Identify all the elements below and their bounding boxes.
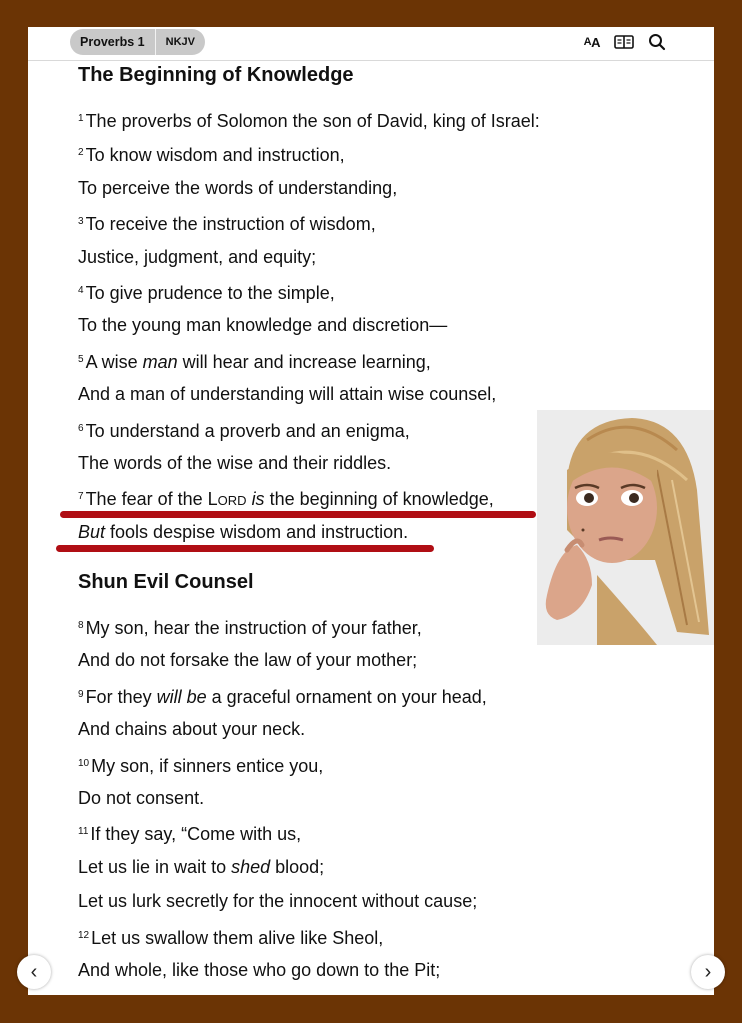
verse-number: 6 [78, 422, 84, 434]
verse-text: The fear of the [85, 489, 208, 510]
scripture-line[interactable] [78, 919, 678, 953]
scripture-line[interactable] [78, 815, 678, 849]
verse-text: Let us lie in wait to [78, 856, 232, 877]
verse-text: Do not consent. [78, 788, 205, 809]
version-button[interactable]: NKJV [155, 29, 205, 55]
verse-number: 3 [78, 216, 84, 228]
verse-text: For they [85, 686, 157, 707]
text-size-icon[interactable] [584, 32, 600, 52]
verse-text: And chains about your neck. [78, 719, 306, 740]
verse-number: 7 [78, 491, 84, 503]
verse-text: the beginning of knowledge, [264, 489, 494, 510]
verse-text: To perceive the words of understanding, [78, 177, 398, 198]
verse-number: 1 [78, 113, 84, 124]
book-icon[interactable] [614, 32, 634, 52]
scripture-line[interactable] [78, 884, 678, 918]
reader-toolbar [28, 27, 714, 61]
verse-text: will be [156, 686, 207, 707]
toolbar-actions [584, 32, 666, 52]
verse-text: A wise [85, 351, 143, 372]
verse-text: Lord [207, 489, 247, 510]
verse-number: 9 [78, 688, 84, 700]
search-icon[interactable] [648, 32, 666, 52]
scripture-line[interactable] [78, 205, 678, 239]
verse-text: a graceful ornament on your head, [206, 686, 487, 707]
verse-text: is [251, 489, 265, 510]
verse-number: 12 [78, 929, 90, 941]
text-size-small-label: A [583, 36, 592, 48]
highlight-underline [60, 511, 536, 518]
verse-number: 2 [78, 147, 84, 159]
passage-selector[interactable] [70, 29, 205, 55]
scripture-line[interactable] [78, 953, 678, 987]
text-size-big-label: A [591, 34, 600, 50]
verse-text: To receive the instruction of wisdom, [85, 214, 376, 235]
verse-text: The proverbs of Solomon the son of David, king of Israel: [85, 111, 540, 131]
memoji-avatar-image [537, 410, 714, 645]
verse-text: shed [231, 856, 271, 877]
verse-text: To the young man knowledge and discretion— [78, 315, 448, 336]
scripture-line[interactable] [78, 343, 678, 377]
verse-text: man [142, 351, 178, 372]
chevron-left-icon[interactable]: ‹ [17, 955, 51, 989]
verse-text: And a man of understanding will attain wise counsel, [78, 384, 497, 405]
section-heading: The Beginning of Knowledge [78, 64, 354, 86]
verse-text: To understand a proverb and an enigma, [85, 420, 410, 441]
scripture-line[interactable] [78, 643, 678, 677]
verse-text: Let us swallow them alive like Sheol, [91, 927, 384, 948]
scripture-line[interactable] [78, 850, 678, 884]
scripture-line[interactable] [78, 136, 678, 170]
verse-number: 10 [78, 757, 90, 769]
highlight-underline [56, 545, 434, 552]
scripture-line[interactable] [78, 308, 678, 342]
verse-text: The words of the wise and their riddles. [78, 452, 392, 473]
verse-text: If they say, “Come with us, [90, 824, 302, 845]
verse-number: 11 [78, 826, 89, 838]
book-chapter-button[interactable]: Proverbs 1 [80, 35, 145, 49]
scripture-line[interactable] [78, 274, 678, 308]
scripture-line[interactable] [78, 747, 678, 781]
verse-text: will hear and increase learning, [177, 351, 431, 372]
scripture-line[interactable] [78, 781, 678, 815]
verse-number: 4 [78, 284, 84, 296]
verse-text: To know wisdom and instruction, [85, 145, 345, 166]
verse-text: fools despise wisdom and instruction. [105, 521, 409, 542]
scripture-line[interactable] [78, 712, 678, 746]
scripture-line[interactable] [78, 102, 678, 136]
verse-text: And do not forsake the law of your mother; [78, 650, 418, 671]
verse-text: And whole, like those who go down to the Pit; [78, 959, 441, 980]
verse-text: Justice, judgment, and equity; [78, 246, 317, 267]
verse-text: My son, hear the instruction of your father, [85, 618, 422, 639]
scripture-line[interactable] [78, 240, 678, 274]
chevron-right-icon[interactable]: › [691, 955, 725, 989]
verse-text: To give prudence to the simple, [85, 282, 335, 303]
verse-text: Let us lurk secretly for the innocent without cause; [78, 891, 478, 912]
verse-number: 8 [78, 620, 84, 632]
verse-text: But [78, 521, 106, 542]
scripture-line[interactable] [78, 377, 678, 411]
scripture-line[interactable] [78, 678, 678, 712]
verse-number: 5 [78, 353, 84, 365]
scripture-line[interactable] [78, 171, 678, 205]
verse-text: blood; [270, 856, 325, 877]
section-heading: Shun Evil Counsel [78, 571, 254, 594]
verse-text: My son, if sinners entice you, [91, 755, 324, 776]
